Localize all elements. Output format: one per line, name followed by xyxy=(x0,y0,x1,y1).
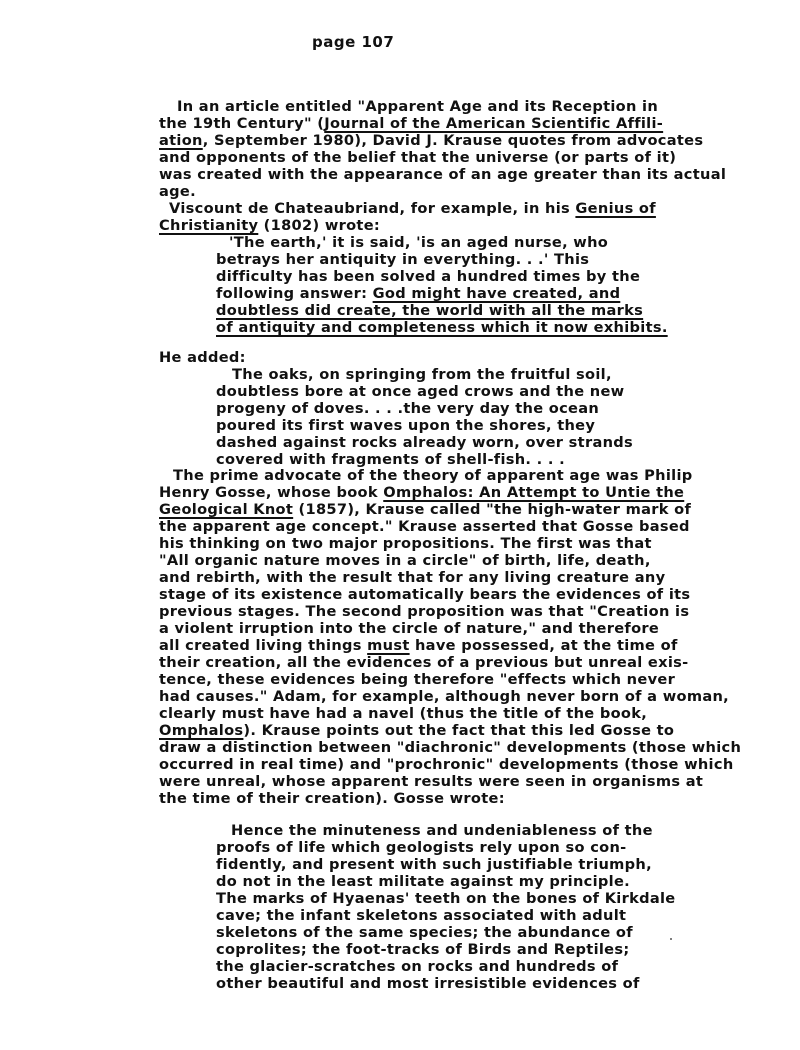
text-line xyxy=(159,349,246,366)
text-run: were unreal, whose apparent results were seen in organisms at xyxy=(159,773,704,790)
text-run: "All organic nature moves in a circle" of birth, life, death, xyxy=(159,552,651,569)
text-line xyxy=(169,200,656,217)
text-line xyxy=(159,773,703,790)
text-run: covered with fragments of shell-fish. . . . xyxy=(216,451,565,468)
underlined-text: Genius of xyxy=(575,200,656,217)
text-line xyxy=(159,166,726,183)
text-run: do not in the least militate against my principle. xyxy=(216,873,630,890)
underlined-text: Omphalos xyxy=(159,722,244,739)
text-run: ). Krause points out the fact that this led Gosse to xyxy=(243,722,675,739)
text-line xyxy=(159,756,734,773)
underlined-text: God might have created, and xyxy=(372,285,621,302)
text-line xyxy=(177,98,658,115)
text-run: his thinking on two major propositions. The first was that xyxy=(159,535,652,552)
text-run: the time of their creation). Gosse wrote: xyxy=(159,790,505,807)
text-run: skeletons of the same species; the abundance of xyxy=(216,924,633,941)
text-run: stage of its existence automatically bears the evidences of its xyxy=(159,586,691,603)
text-run: betrays her antiquity in everything. . .' This xyxy=(216,251,590,268)
text-line xyxy=(159,620,659,637)
text-line xyxy=(159,654,688,671)
text-line xyxy=(159,705,647,722)
text-run: and rebirth, with the result that for any living creature any xyxy=(159,569,666,586)
page-number: page 107 xyxy=(312,33,395,51)
text-run: their creation, all the evidences of a previous but unreal exis- xyxy=(159,654,689,671)
text-line xyxy=(159,569,665,586)
text-run: occurred in real time) and "prochronic" developments (those which xyxy=(159,756,734,773)
text-line xyxy=(229,234,608,251)
text-run: and opponents of the belief that the universe (or parts of it) xyxy=(159,149,677,166)
text-line xyxy=(159,552,651,569)
text-run: (1802) wrote: xyxy=(258,217,381,234)
text-line xyxy=(159,637,678,654)
text-line xyxy=(216,839,627,856)
underlined-text: must xyxy=(367,637,410,654)
text-line xyxy=(231,822,653,839)
text-run: coprolites; the foot-tracks of Birds and Reptiles; xyxy=(216,941,630,958)
text-line xyxy=(216,319,668,336)
text-run: difficulty has been solved a hundred times by the xyxy=(216,268,641,285)
text-run: Hence the minuteness and undeniableness of the xyxy=(231,822,653,839)
text-line xyxy=(216,451,565,468)
text-line xyxy=(159,688,729,705)
text-run: other beautiful and most irresistible evidences of xyxy=(216,975,640,992)
text-line xyxy=(159,149,676,166)
text-line xyxy=(216,302,643,319)
text-run: have possessed, at the time of xyxy=(409,637,678,654)
text-line xyxy=(159,603,689,620)
text-line xyxy=(216,907,626,924)
text-run: draw a distinction between "diachronic" developments (those which xyxy=(159,739,742,756)
text-line xyxy=(216,400,599,417)
text-run: previous stages. The second proposition was that "Creation is xyxy=(159,603,690,620)
text-line xyxy=(216,434,633,451)
text-run: The prime advocate of the theory of apparent age was Philip xyxy=(173,467,693,484)
text-line xyxy=(159,722,674,739)
underlined-text: doubtless did create, the world with all the marks xyxy=(216,302,644,319)
text-run: a violent irruption into the circle of nature," and therefore xyxy=(159,620,660,637)
text-run: the glacier-scratches on rocks and hundreds of xyxy=(216,958,619,975)
text-run: the apparent age concept." Krause asserted that Gosse based xyxy=(159,518,690,535)
text-line xyxy=(159,183,196,200)
text-line xyxy=(159,790,505,807)
scan-speck xyxy=(670,938,672,940)
text-run: doubtless bore at once aged crows and the new xyxy=(216,383,625,400)
text-line xyxy=(216,285,620,302)
text-line xyxy=(159,115,663,132)
text-run: clearly must have had a navel (thus the title of the book, xyxy=(159,705,648,722)
text-run: The marks of Hyaenas' teeth on the bones of Kirkdale xyxy=(216,890,676,907)
text-run: following answer: xyxy=(216,285,373,302)
text-line xyxy=(216,856,652,873)
text-run: The oaks, on springing from the fruitful soil, xyxy=(232,366,612,383)
text-line xyxy=(216,958,618,975)
text-line xyxy=(159,518,690,535)
underlined-text: of antiquity and completeness which it now exhibits. xyxy=(216,319,668,336)
underlined-text: Journal of the American Scientific Affili- xyxy=(324,115,664,132)
text-run: tence, these evidences being therefore "effects which never xyxy=(159,671,676,688)
text-run: dashed against rocks already worn, over strands xyxy=(216,434,634,451)
text-run: poured its first waves upon the shores, they xyxy=(216,417,596,434)
text-line xyxy=(216,941,630,958)
text-run: cave; the infant skeletons associated with adult xyxy=(216,907,627,924)
text-run: all created living things xyxy=(159,637,368,654)
text-run: 'The earth,' it is said, 'is an aged nurse, who xyxy=(229,234,609,251)
text-line xyxy=(159,671,675,688)
text-run: proofs of life which geologists rely upon so con- xyxy=(216,839,627,856)
text-line xyxy=(216,890,676,907)
text-run: (1857), Krause called "the high-water mark of xyxy=(293,501,692,518)
text-line xyxy=(159,484,684,501)
underlined-text: Christianity xyxy=(159,217,259,234)
text-run: Henry Gosse, whose book xyxy=(159,484,384,501)
text-line xyxy=(216,924,633,941)
text-run: the 19th Century" ( xyxy=(159,115,325,132)
text-run: age. xyxy=(159,183,196,200)
text-line xyxy=(216,383,624,400)
text-run: progeny of doves. . . .the very day the ocean xyxy=(216,400,600,417)
text-run: was created with the appearance of an age greater than its actual xyxy=(159,166,727,183)
text-run: In an article entitled "Apparent Age and its Reception in xyxy=(177,98,659,115)
text-line xyxy=(216,873,630,890)
underlined-text: Geological Knot xyxy=(159,501,294,518)
text-run: fidently, and present with such justifiable triumph, xyxy=(216,856,652,873)
underlined-text: Omphalos: An Attempt to Untie the xyxy=(383,484,685,501)
underlined-text: ation xyxy=(159,132,203,149)
text-line xyxy=(173,467,693,484)
text-line xyxy=(216,268,640,285)
text-line xyxy=(159,501,691,518)
text-line xyxy=(159,535,652,552)
text-line xyxy=(216,251,589,268)
text-line xyxy=(216,417,595,434)
text-line xyxy=(232,366,612,383)
text-line xyxy=(159,739,741,756)
text-line xyxy=(159,217,380,234)
text-run: had causes." Adam, for example, although never born of a woman, xyxy=(159,688,730,705)
text-run: , September 1980), David J. Krause quotes from advocates xyxy=(202,132,704,149)
text-line xyxy=(216,975,640,992)
text-line xyxy=(159,132,703,149)
text-run: Viscount de Chateaubriand, for example, in his xyxy=(169,200,576,217)
text-run: He added: xyxy=(159,349,246,366)
text-line xyxy=(159,586,690,603)
